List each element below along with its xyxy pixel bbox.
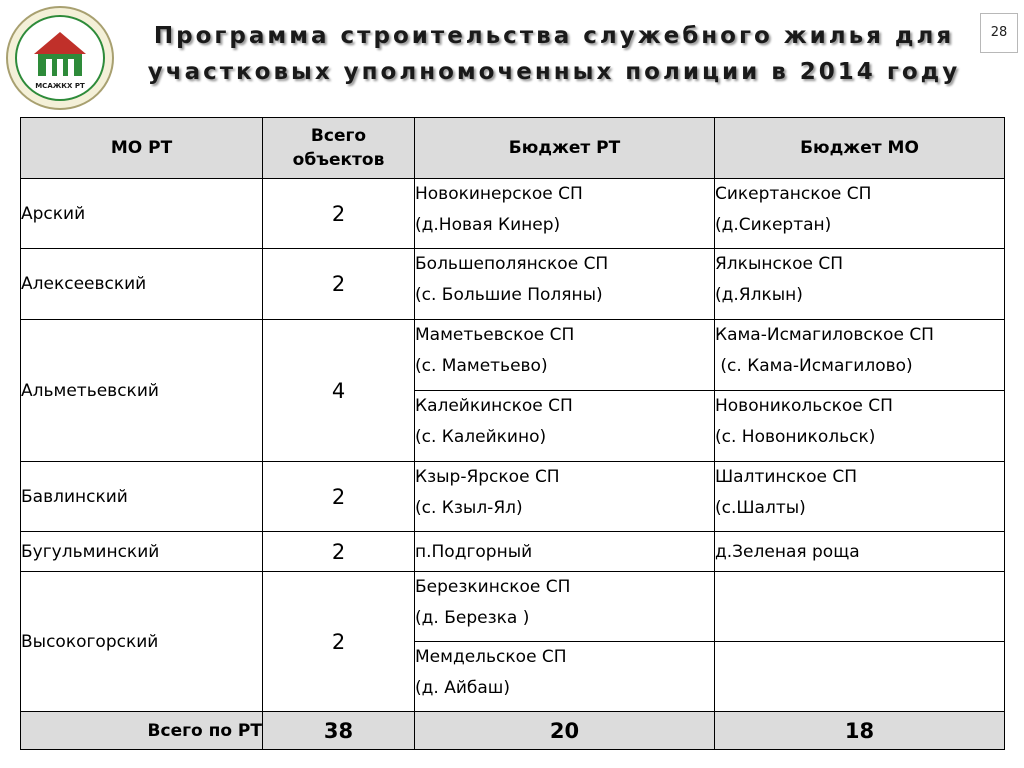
budget-mo-cell	[715, 572, 1005, 642]
table-header-row	[21, 118, 1005, 179]
budget-mo-cell: д.Зеленая роща	[715, 532, 1005, 572]
count-cell: 2	[263, 249, 415, 320]
total-label: Всего по РТ	[21, 712, 263, 750]
housing-program-table	[20, 117, 1005, 750]
table-row	[21, 572, 1005, 642]
title-line-1: Программа строительства служебного жилья для	[153, 23, 955, 49]
count-cell: 2	[263, 572, 415, 712]
budget-rt-cell: Мемдельское СП (д. Айбаш)	[415, 642, 715, 712]
district-cell: Арский	[21, 179, 263, 249]
svg-text:МСАЖКХ РТ: МСАЖКХ РТ	[35, 82, 85, 90]
count-cell: 4	[263, 320, 415, 462]
count-cell: 2	[263, 462, 415, 532]
district-cell: Алексеевский	[21, 249, 263, 320]
budget-mo-cell: Ялкынское СП (д.Ялкын)	[715, 249, 1005, 320]
table-row	[21, 462, 1005, 532]
budget-rt-cell: Маметьевское СП (с. Маметьево)	[415, 320, 715, 391]
ministry-logo	[4, 4, 116, 112]
page-title	[128, 18, 980, 90]
budget-rt-cell: Кзыр-Ярское СП (с. Кзыл-Ял)	[415, 462, 715, 532]
budget-rt-cell: Березкинское СП (д. Березка )	[415, 572, 715, 642]
count-cell: 2	[263, 179, 415, 249]
page-number: 28	[980, 13, 1018, 53]
budget-mo-cell: Кама-Исмагиловское СП (с. Кама-Исмагилово)	[715, 320, 1005, 391]
header-mo: МО РТ	[21, 118, 263, 179]
header-budget-rt: Бюджет РТ	[415, 118, 715, 179]
title-line-2: участковых уполномоченных полиции в 2014 году	[147, 59, 961, 85]
budget-rt-cell: Калейкинское СП (с. Калейкино)	[415, 391, 715, 462]
budget-rt-cell: п.Подгорный	[415, 532, 715, 572]
count-cell: 2	[263, 532, 415, 572]
header-budget-mo: Бюджет МО	[715, 118, 1005, 179]
district-cell: Бавлинский	[21, 462, 263, 532]
header-total-objects: Всего объектов	[263, 118, 415, 179]
budget-rt-cell: Новокинерское СП (д.Новая Кинер)	[415, 179, 715, 249]
total-row	[21, 712, 1005, 750]
budget-mo-cell	[715, 642, 1005, 712]
table-row	[21, 532, 1005, 572]
total-budget-rt: 20	[415, 712, 715, 750]
budget-mo-cell: Новоникольское СП (с. Новоникольск)	[715, 391, 1005, 462]
district-cell: Бугульминский	[21, 532, 263, 572]
budget-mo-cell: Сикертанское СП (д.Сикертан)	[715, 179, 1005, 249]
table-row	[21, 179, 1005, 249]
table-row	[21, 320, 1005, 391]
total-objects: 38	[263, 712, 415, 750]
district-cell: Высокогорский	[21, 572, 263, 712]
budget-rt-cell: Большеполянское СП (с. Большие Поляны)	[415, 249, 715, 320]
table-row	[21, 249, 1005, 320]
district-cell: Альметьевский	[21, 320, 263, 462]
total-budget-mo: 18	[715, 712, 1005, 750]
budget-mo-cell: Шалтинское СП (с.Шалты)	[715, 462, 1005, 532]
